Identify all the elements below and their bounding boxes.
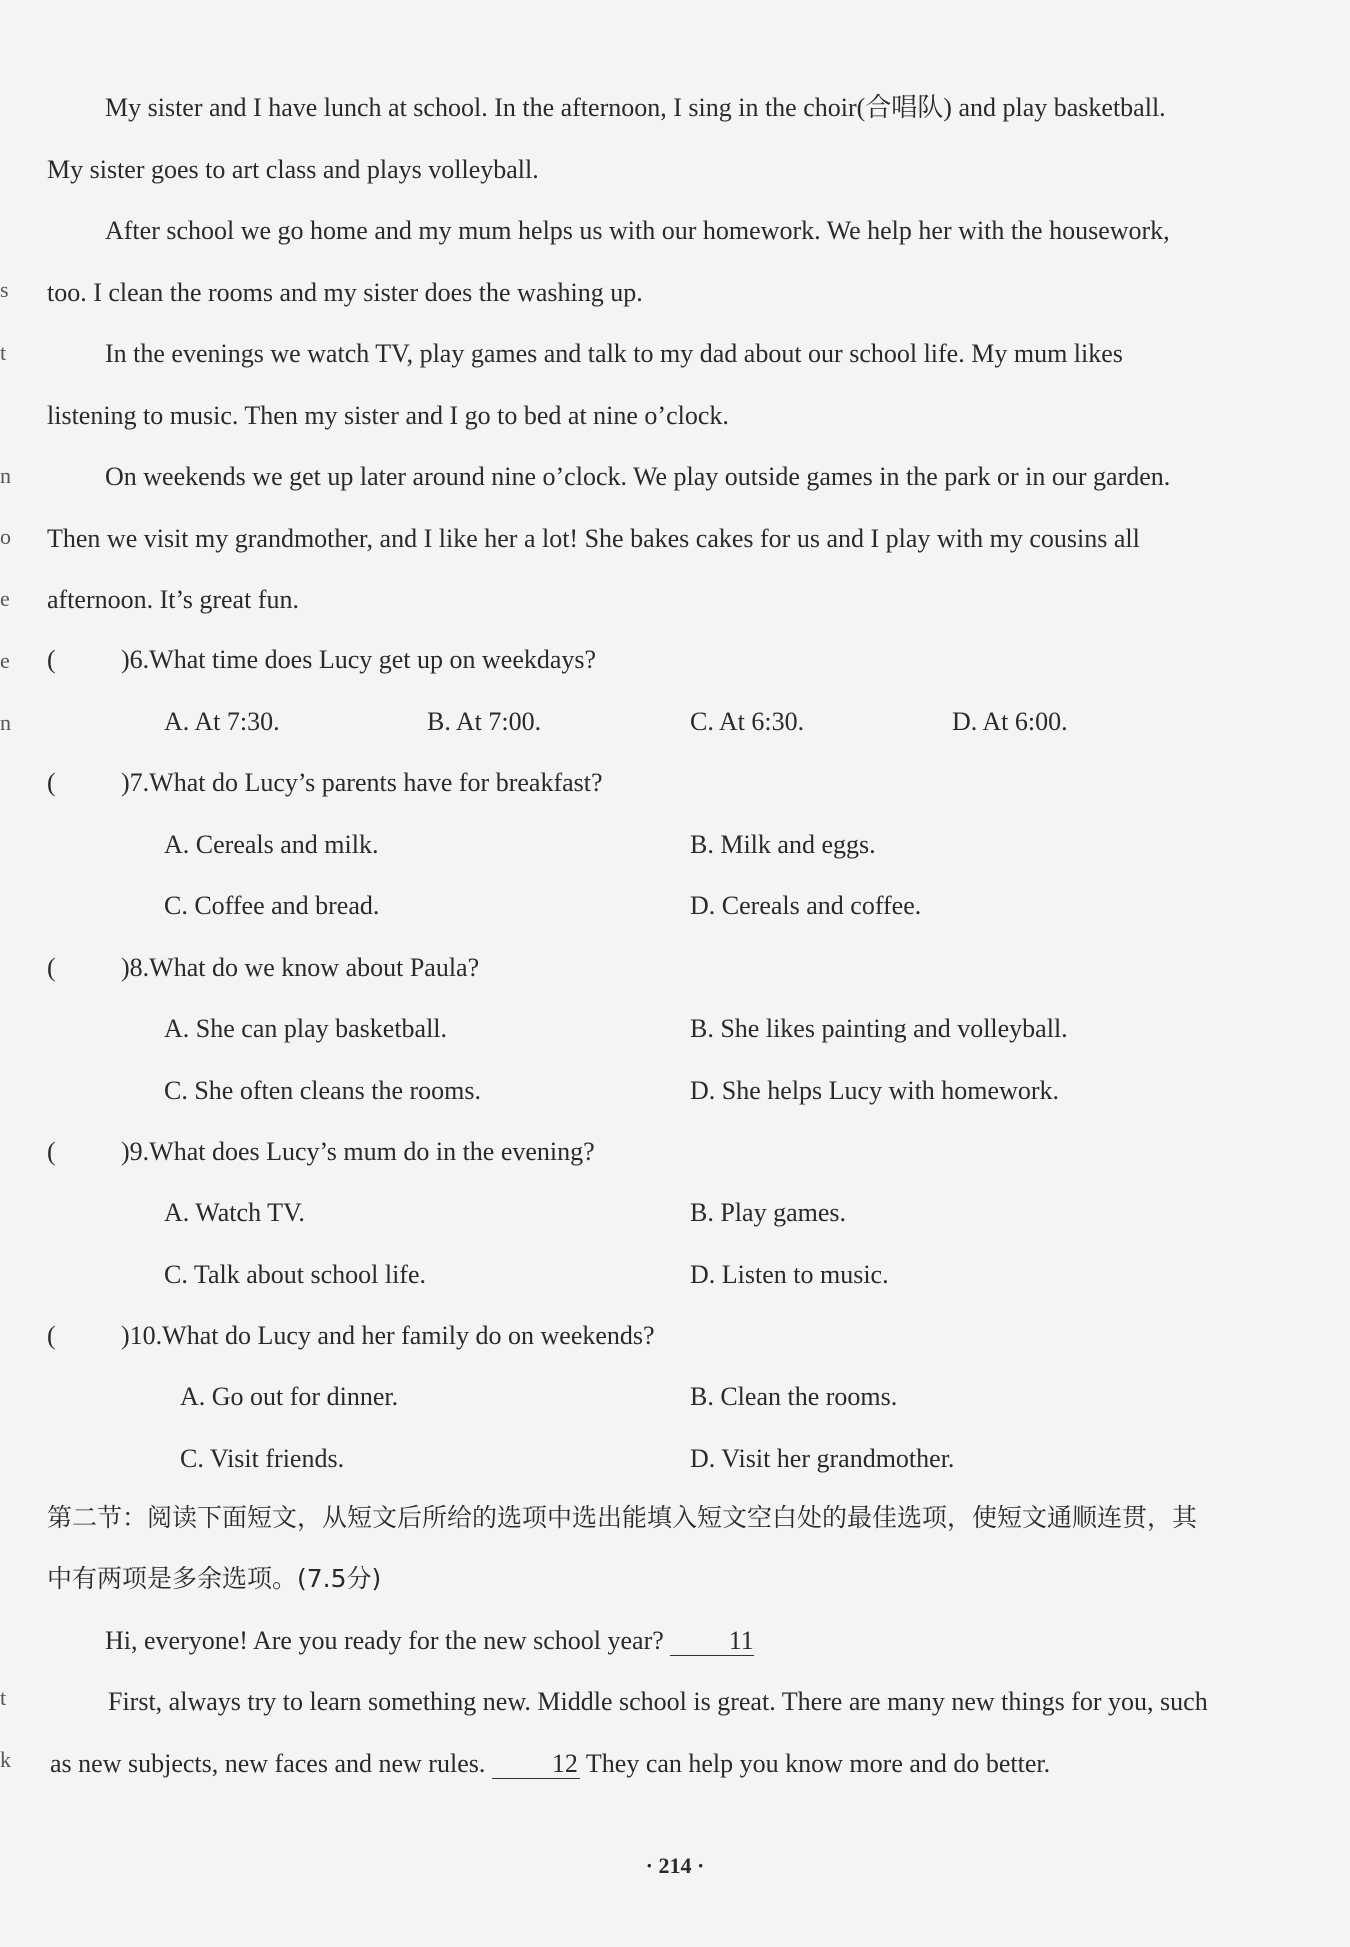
option-d: D. Cereals and coffee.	[690, 891, 922, 920]
option-a: A. She can play basketball.	[164, 1014, 448, 1043]
edge-letter: s	[0, 277, 9, 302]
option-a: A. Watch TV.	[164, 1198, 305, 1227]
option-a: A. Go out for dinner.	[180, 1382, 399, 1411]
answer-paren[interactable]: (	[47, 1321, 56, 1350]
passage-paragraph-4: On weekends we get up later around nine o’clock. We play outside games in the park or in our garden. Then we visit my grandmother, and I like her a lot! She bakes cakes for us and I play with my cousins all afternoon. It’s great fun.	[47, 462, 1171, 614]
passage-paragraph-1: My sister and I have lunch at school. In the afternoon, I sing in the choir(合唱队) and play basketball. My sister goes to art class and plays volleyball.	[47, 93, 1166, 184]
edge-letter: n	[0, 710, 11, 735]
edge-letter: e	[0, 648, 10, 673]
option-d: D. At 6:00.	[952, 707, 1068, 736]
option-d: D. She helps Lucy with homework.	[690, 1076, 1060, 1105]
passage2-text: First, always try to learn something new. Middle school is great. There are many new things for you, such as new subjects, new faces and new rules.	[50, 1687, 1208, 1778]
passage-paragraph-3: In the evenings we watch TV, play games and talk to my dad about our school life. My mum likes listening to music. Then my sister and I go to bed at nine o’clock.	[47, 339, 1123, 430]
passage2-paragraph-1	[47, 1610, 1207, 1672]
question-10	[47, 1318, 655, 1354]
answer-paren[interactable]: (	[47, 768, 56, 797]
passage-paragraph-2: After school we go home and my mum helps us with our homework. We help her with the housework, too. I clean the rooms and my sister does the washing up.	[47, 216, 1170, 307]
question-7	[47, 765, 603, 801]
edge-letter: e	[0, 586, 10, 611]
option-a: A. At 7:30.	[164, 707, 280, 736]
answer-paren[interactable]: (	[47, 953, 56, 982]
option-c: C. Talk about school life.	[164, 1260, 426, 1289]
option-a: A. Cereals and milk.	[164, 830, 379, 859]
question-text: What do Lucy’s parents have for breakfast?	[149, 768, 603, 797]
question-6	[47, 642, 596, 678]
page-number: · 214 ·	[645, 1853, 705, 1878]
option-c: C. She often cleans the rooms.	[164, 1076, 481, 1105]
option-b: B. Milk and eggs.	[690, 830, 876, 859]
passage2-text: Hi, everyone! Are you ready for the new school year?	[105, 1626, 664, 1655]
option-b: B. Clean the rooms.	[690, 1382, 898, 1411]
question-text: What do we know about Paula?	[149, 953, 480, 982]
option-b: B. She likes painting and volleyball.	[690, 1014, 1068, 1043]
question-number: )8.	[121, 953, 150, 982]
option-c: C. Visit friends.	[180, 1444, 345, 1473]
question-text: What do Lucy and her family do on weekends?	[162, 1321, 655, 1350]
question-number: )9.	[121, 1137, 150, 1166]
option-c: C. At 6:30.	[690, 707, 805, 736]
edge-letter: o	[0, 524, 11, 549]
option-c: C. Coffee and bread.	[164, 891, 380, 920]
blank-11[interactable]: 11	[670, 1627, 754, 1656]
question-text: What time does Lucy get up on weekdays?	[149, 645, 597, 674]
option-b: B. At 7:00.	[427, 707, 542, 736]
question-9	[47, 1134, 595, 1170]
question-8	[47, 950, 479, 986]
edge-letter: t	[0, 340, 7, 365]
edge-letter: t	[0, 1685, 7, 1710]
question-number: )10.	[121, 1321, 163, 1350]
answer-paren[interactable]: (	[47, 645, 56, 674]
blank-12[interactable]: 12	[492, 1750, 580, 1779]
edge-letter: n	[0, 463, 11, 488]
option-d: D. Visit her grandmother.	[690, 1444, 955, 1473]
option-b: B. Play games.	[690, 1198, 846, 1227]
passage2-paragraph-2	[50, 1671, 1210, 1794]
question-number: )7.	[121, 768, 150, 797]
edge-letter: k	[0, 1747, 11, 1772]
question-text: What does Lucy’s mum do in the evening?	[149, 1137, 595, 1166]
option-d: D. Listen to music.	[690, 1260, 889, 1289]
passage2-text: They can help you know more and do better.	[585, 1748, 1051, 1778]
answer-paren[interactable]: (	[47, 1137, 56, 1166]
question-number: )6.	[121, 645, 150, 674]
section-instructions: 第二节：阅读下面短文，从短文后所给的选项中选出能填入短文空白处的最佳选项，使短文通顺连贯，其中有两项是多余选项。(7.5分)	[47, 1503, 1198, 1593]
